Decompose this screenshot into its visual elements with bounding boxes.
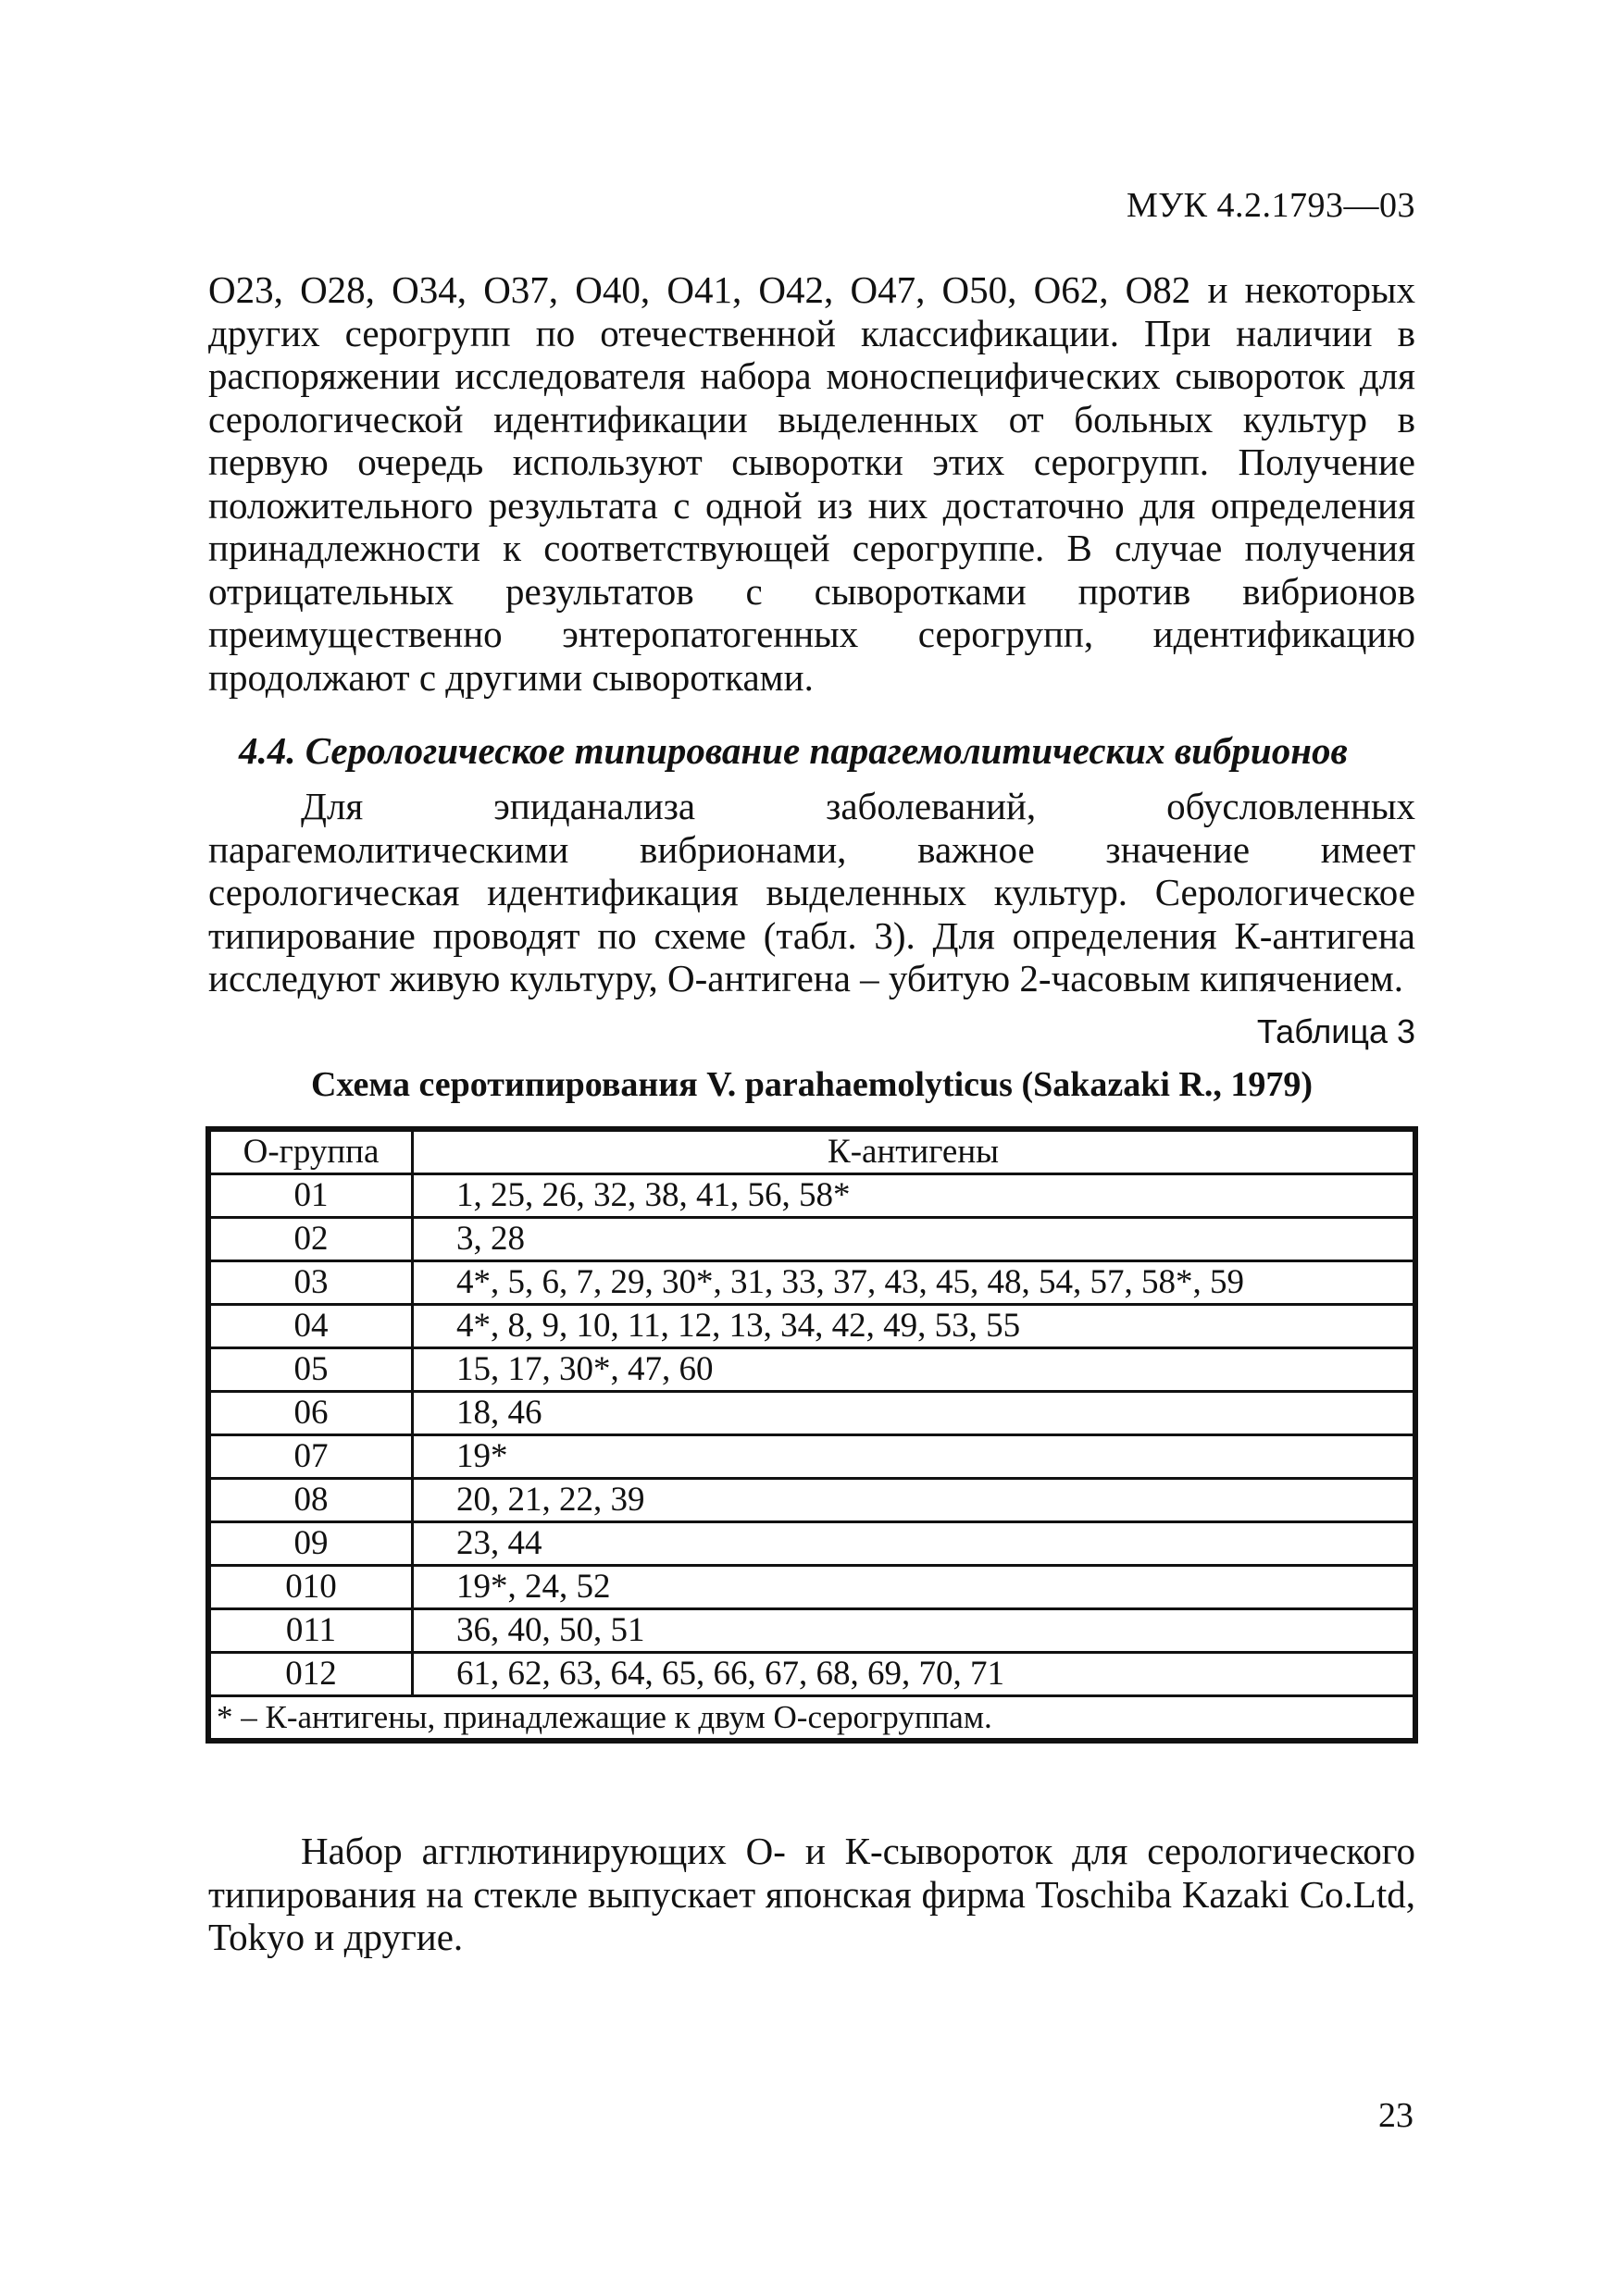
k-antigens-cell: 20, 21, 22, 39 [413, 1479, 1416, 1522]
o-group-cell: 08 [208, 1479, 413, 1522]
table-row [208, 1261, 1415, 1305]
o-group-cell: 010 [208, 1566, 413, 1609]
table-label: Таблица 3 [1256, 1012, 1415, 1050]
o-group-cell: 07 [208, 1435, 413, 1479]
serotyping-table [205, 1126, 1418, 1744]
header-o-group: О-группа [208, 1129, 413, 1174]
k-antigens-cell: 23, 44 [413, 1522, 1416, 1566]
k-antigens-cell: 36, 40, 50, 51 [413, 1609, 1416, 1653]
o-group-cell: 01 [208, 1174, 413, 1218]
k-antigens-cell: 19*, 24, 52 [413, 1566, 1416, 1609]
table-row [208, 1174, 1415, 1218]
table-row [208, 1348, 1415, 1392]
paragraph-serogroups: О23, О28, О34, О37, О40, О41, О42, О47, О50, О62, О82 и некоторых других серогрупп по отечественной классификации. При наличии в распоряжении исследователя набора моноспецифических сывороток для серологической идентификации выделенных от больных культур в первую очередь используют сыворотки этих серогрупп. Получение положительного результата с одной из них достаточно для определения принадлежности к соответствующей серогруппе. В случае получения отрицательных результатов с сыворотками против вибрионов преимущественно энтеропатогенных серогрупп, идентификацию продолжают с другими сыворотками. [208, 268, 1415, 699]
table-row [208, 1218, 1415, 1261]
table-header-row [208, 1129, 1415, 1174]
k-antigens-cell: 19* [413, 1435, 1416, 1479]
o-group-cell: 02 [208, 1218, 413, 1261]
k-antigens-cell: 18, 46 [413, 1392, 1416, 1435]
document-code-header: МУК 4.2.1793—03 [1126, 186, 1415, 225]
paragraph-sera-supplier: Набор агглютинирующих О- и К-сывороток для серологического типирования на стекле выпускает японская фирма Toschiba Kazaki Co.Ltd, Tokyo и другие. [208, 1830, 1415, 1958]
k-antigens-cell: 1, 25, 26, 32, 38, 41, 56, 58* [413, 1174, 1416, 1218]
o-group-cell: 03 [208, 1261, 413, 1305]
table-body [208, 1174, 1415, 1696]
k-antigens-cell: 3, 28 [413, 1218, 1416, 1261]
table-row [208, 1566, 1415, 1609]
paragraph-epidemiology: Для эпиданализа заболеваний, обусловленных парагемолитическими вибрионами, важное значение имеет серологическая идентификация выделенных культур. Серологическое типирование проводят по схеме (табл. 3). Для определения К-антигена исследуют живую культуру, О-антигена – убитую 2-часовым кипячением. [208, 785, 1415, 999]
table-row [208, 1305, 1415, 1348]
o-group-cell: 06 [208, 1392, 413, 1435]
k-antigens-cell: 4*, 8, 9, 10, 11, 12, 13, 34, 42, 49, 53, 55 [413, 1305, 1416, 1348]
k-antigens-cell: 61, 62, 63, 64, 65, 66, 67, 68, 69, 70, 71 [413, 1653, 1416, 1696]
k-antigens-cell: 4*, 5, 6, 7, 29, 30*, 31, 33, 37, 43, 45, 48, 54, 57, 58*, 59 [413, 1261, 1416, 1305]
o-group-cell: 04 [208, 1305, 413, 1348]
o-group-cell: 011 [208, 1609, 413, 1653]
k-antigens-cell: 15, 17, 30*, 47, 60 [413, 1348, 1416, 1392]
table-footnote-row [208, 1696, 1415, 1742]
o-group-cell: 012 [208, 1653, 413, 1696]
table-row [208, 1609, 1415, 1653]
o-group-cell: 05 [208, 1348, 413, 1392]
section-heading: 4.4. Серологическое типирование парагемолитических вибрионов [239, 729, 1348, 772]
page-number: 23 [1378, 2096, 1414, 2135]
table-row [208, 1479, 1415, 1522]
header-k-antigens: К-антигены [413, 1129, 1416, 1174]
table-row [208, 1653, 1415, 1696]
table-caption: Схема серотипирования V. parahaemolyticus (Sakazaki R., 1979) [310, 1065, 1314, 1104]
o-group-cell: 09 [208, 1522, 413, 1566]
table-row [208, 1392, 1415, 1435]
table-row [208, 1435, 1415, 1479]
table-row [208, 1522, 1415, 1566]
table-footnote: * – К-антигены, принадлежащие к двум О-серогруппам. [208, 1696, 1415, 1742]
